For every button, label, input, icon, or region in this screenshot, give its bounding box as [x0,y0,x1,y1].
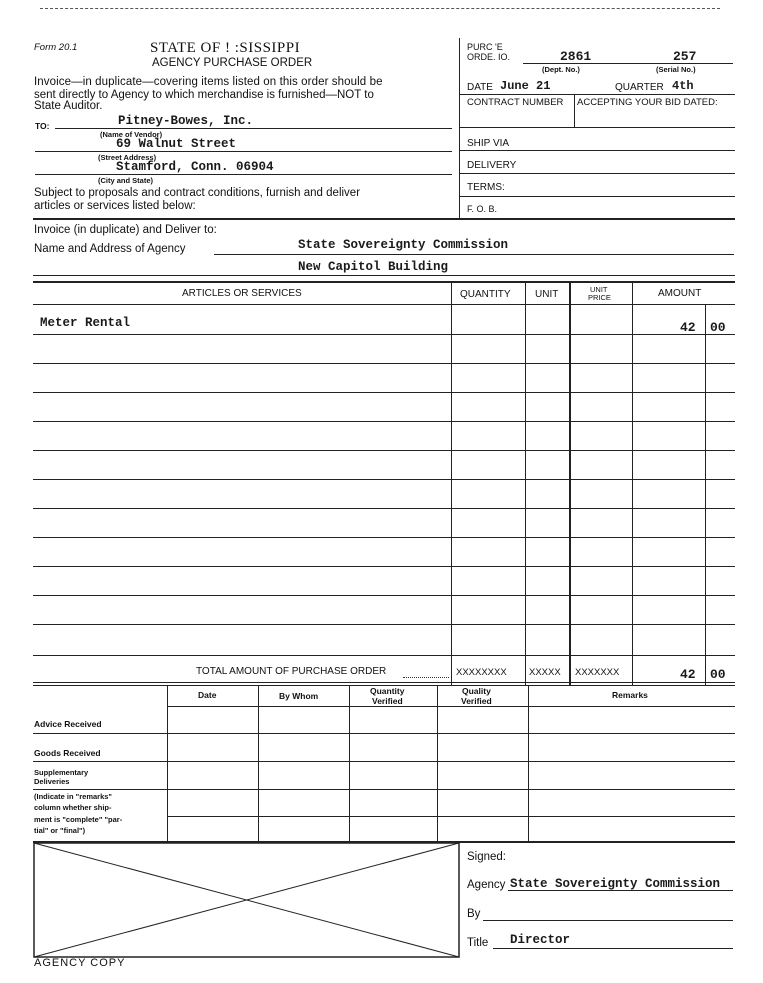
items-header-bottom [33,304,735,305]
invoice-instructions-line-2: sent directly to Agency to which merchandise is furnished—NOT to [34,89,374,101]
title-line [493,948,733,949]
header-articles: ARTICLES OR SERVICES [182,288,302,299]
receipt-col-divider [258,685,259,842]
header-bottom-rule [33,218,735,220]
header-unit: UNIT [535,289,559,300]
header-unit-price-2: PRICE [588,293,611,302]
header-unit-price-1: UNIT [590,285,608,294]
top-edge-line [40,8,720,9]
receipt-row-line [33,761,735,762]
col-divider-cents [705,304,706,685]
total-unit: XXXXX [529,667,561,678]
vendor-street: 69 Walnut Street [116,137,237,151]
items-row-line [33,624,735,625]
terms-label: TERMS: [467,182,505,193]
title-label: Title [467,937,489,949]
form-number: Form 20.1 [34,42,78,53]
items-row-line [33,508,735,509]
agency-sign-label: Agency [467,879,506,891]
item-amount-dollars: 42 [680,320,696,335]
contract-line [460,127,735,128]
goods-received-label: Goods Received [34,748,101,758]
header-amount: AMOUNT [658,288,702,299]
vendor-city-line [35,174,452,175]
accepting-bid-label: ACCEPTING YOUR BID DATED: [577,97,718,108]
receipt-col-divider [349,685,350,842]
items-row-line [33,334,735,335]
receipt-note-line-4: tial" or "final") [34,826,86,835]
receipt-col-divider [167,685,168,842]
supplementary-label-2: Deliveries [34,777,70,786]
receipt-header-bottom [167,706,735,707]
fob-label: F. O. B. [467,204,498,214]
items-row-line [33,421,735,422]
vendor-city-caption: (City and State) [98,176,154,185]
vendor-name-caption: (Name of Vendor) [100,130,163,139]
date-value: June 21 [500,79,551,93]
header-quality-verified-2: Verified [461,696,492,706]
by-line [483,920,733,921]
to-label: TO: [35,121,50,131]
terms-line [460,196,735,197]
agency-address: New Capitol Building [298,260,449,274]
items-row-line [33,566,735,567]
agency-name-line [214,254,734,255]
order-info-divider [459,38,460,218]
quarter-label: QUARTER [615,82,664,93]
purchase-order-label-2: ORDE. IO. [467,52,511,62]
receipt-col-divider [528,685,529,842]
header-remarks: Remarks [612,690,648,700]
header-quality-verified-1: Quality [462,686,491,696]
vendor-street-caption: (Street Address) [98,153,157,162]
name-address-label: Name and Address of Agency [34,243,186,255]
ship-via-line [460,150,735,151]
crossed-out-box [33,842,460,958]
by-label: By [467,908,481,920]
total-quantity: XXXXXXXX [456,667,507,678]
items-row-line [33,479,735,480]
invoice-instructions-line-1: Invoice—in duplicate—covering items listed on this order should be [34,76,383,88]
items-row-line [33,655,735,656]
total-cents: 00 [710,667,726,682]
serial-no: 257 [673,49,697,64]
advice-received-label: Advice Received [34,719,102,729]
dept-no-caption: (Dept. No.) [542,65,580,74]
total-dollars: 42 [680,667,696,682]
date-line [460,94,735,95]
receipt-note-line-1: (Indicate in "remarks" [34,792,112,801]
item-amount-cents: 00 [710,320,726,335]
delivery-line [460,173,735,174]
items-row-line [33,595,735,596]
items-row-line [33,450,735,451]
delivery-label: DELIVERY [467,160,517,171]
form-title: AGENCY PURCHASE ORDER [152,57,313,69]
agency-sign-line [508,890,733,891]
title-value: Director [510,933,571,947]
agency-name: State Sovereignty Commission [298,238,509,252]
contract-number-label: CONTRACT NUMBER [467,97,564,108]
item-article: Meter Rental [40,316,131,330]
state-title: STATE OF ! :SISSIPPI [150,40,301,56]
receipt-row-line [33,733,735,734]
header-by-whom: By Whom [279,691,319,701]
quarter-value: 4th [672,79,694,93]
items-table-top [33,281,735,283]
order-no-line [523,63,733,64]
vendor-name-line [55,128,452,129]
total-unit-price: XXXXXXX [575,667,620,678]
purchase-order-label-1: PURC 'E [467,42,503,52]
items-row-line [33,537,735,538]
vendor-name: Pitney-Bowes, Inc. [118,114,254,128]
serial-no-caption: (Serial No.) [656,65,696,74]
receipt-note-line-2: column whether ship- [34,803,112,812]
vendor-city: Stamford, Conn. 06904 [116,160,274,174]
invoice-deliver-label: Invoice (in duplicate) and Deliver to: [34,224,217,236]
ship-via-label: SHIP VIA [467,138,510,149]
agency-address-line [33,275,735,276]
dept-no: 2861 [560,49,592,64]
subject-text-line-2: articles or services listed below: [34,200,196,212]
header-quantity-verified-2: Verified [372,696,403,706]
agency-sign-value: State Sovereignty Commission [510,877,721,891]
supplementary-label-1: Supplementary [34,768,89,777]
header-quantity-verified-1: Quantity [370,686,405,696]
receipt-row-line [33,789,735,790]
subject-text-line-1: Subject to proposals and contract conditions, furnish and deliver [34,187,361,199]
contract-divider [574,94,575,127]
receipt-row-line [167,816,735,817]
date-label: DATE [467,82,493,93]
header-quantity: QUANTITY [460,289,511,300]
agency-copy-label: AGENCY COPY [34,957,126,969]
total-label: TOTAL AMOUNT OF PURCHASE ORDER [196,666,387,677]
items-row-line [33,363,735,364]
signed-label: Signed: [467,851,507,863]
header-date: Date [198,690,217,700]
vendor-street-line [35,151,452,152]
receipt-col-divider [437,685,438,842]
total-leader-line [403,677,449,678]
receipt-note-line-3: ment is "complete" "par- [34,815,123,824]
items-row-line [33,392,735,393]
invoice-instructions-line-3: State Auditor. [34,100,103,112]
